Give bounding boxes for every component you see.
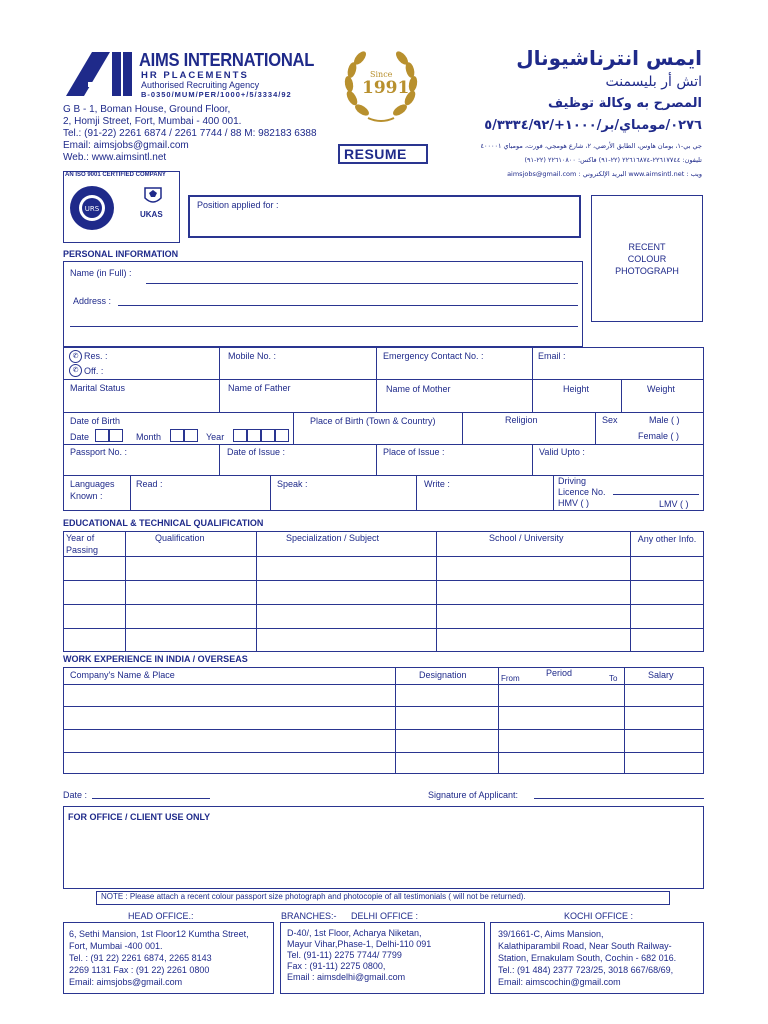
row-sep: [63, 556, 704, 557]
arabic-subtitle: اتش أر بليسمنت: [605, 74, 702, 90]
delhi-office-line: Mayur Vihar,Phase-1, Delhi-110 091: [287, 939, 432, 949]
photo-label-2: COLOUR: [627, 254, 667, 264]
sex-male-option[interactable]: Male ( ): [649, 415, 680, 425]
phone-icon: ✆: [69, 350, 82, 363]
since-year: 1991: [362, 78, 410, 98]
write-label: Write :: [424, 479, 450, 489]
col-sep: [125, 531, 126, 652]
col-sep: [376, 347, 377, 379]
col-sep: [630, 531, 631, 652]
edu-col-other: Any other Info.: [637, 534, 697, 544]
kochi-office-line: Tel.: (91 484) 2377 723/25, 3018 667/68/69,: [498, 965, 674, 975]
emergency-label: Emergency Contact No. :: [383, 351, 484, 361]
row-sep: [63, 475, 704, 476]
phone-icon: ✆: [69, 364, 82, 377]
mother-name-label: Name of Mother: [386, 384, 451, 394]
resume-title: RESUME: [344, 146, 407, 162]
company-sub-hr: HR PLACEMENTS: [141, 70, 249, 81]
company-sub-agency: Authorised Recruiting Agency: [141, 80, 260, 90]
dob-label: Date of Birth: [70, 416, 121, 426]
delhi-office-line: Tel. (91-11) 2275 7744/ 7799: [287, 950, 402, 960]
row-sep: [63, 379, 704, 380]
col-sep: [270, 475, 271, 511]
work-col-period: Period: [546, 668, 573, 678]
head-office-line: Email: aimsjobs@gmail.com: [69, 977, 183, 987]
work-heading: WORK EXPERIENCE IN INDIA / OVERSEAS: [63, 654, 248, 664]
kochi-office-line: 39/1661-C, Aims Mansion,: [498, 929, 604, 939]
col-sep: [595, 412, 596, 444]
driving-label: Driving: [558, 476, 587, 486]
col-sep: [532, 347, 533, 379]
work-col-from: From: [501, 674, 520, 683]
licence-line[interactable]: [613, 494, 699, 495]
header-telephone: Tel.: (91-22) 2261 6874 / 2261 7744 / 88 M: 982183 6388: [63, 128, 317, 139]
header-web: Web.: www.aimsintl.net: [63, 152, 167, 163]
table-row[interactable]: [63, 628, 704, 629]
religion-label: Religion: [505, 415, 538, 425]
lmv-option[interactable]: LMV ( ): [659, 499, 689, 509]
col-sep: [219, 444, 220, 475]
header-email: Email: aimsjobs@gmail.com: [63, 140, 189, 151]
speak-label: Speak :: [277, 479, 308, 489]
arabic-company-name: ايمس انترناشيونال: [516, 46, 702, 70]
col-sep: [256, 531, 257, 652]
col-sep: [621, 379, 622, 412]
edu-col-specialization: Specialization / Subject: [286, 533, 380, 543]
languages-label-2: Known :: [70, 491, 103, 501]
delhi-office-line: D-40/, 1st Floor, Acharya Niketan,: [287, 928, 422, 938]
name-line[interactable]: [146, 283, 578, 284]
email-label: Email :: [538, 351, 566, 361]
issue-place-label: Place of Issue :: [383, 447, 445, 457]
kochi-office-line: Kalathiparambil Road, Near South Railway-: [498, 941, 672, 951]
dob-date-label: Date: [70, 432, 90, 442]
address-line-b[interactable]: [70, 326, 578, 327]
education-heading: EDUCATIONAL & TECHNICAL QUALIFICATION: [63, 518, 264, 528]
weight-label: Weight: [647, 384, 675, 394]
arabic-telephone: تليفون: ٢٢٦١٧٧٤٤-٢٢٦١٦٨٧٤ (٢٢-٩١) فاكس: ٢٢٦١٠٨٠٠ (٢٢-٩١): [524, 156, 702, 164]
head-office-title: HEAD OFFICE.:: [128, 911, 194, 921]
dob-month-label: Month: [136, 432, 162, 442]
ukas-crown-icon: [142, 184, 164, 208]
col-sep: [376, 379, 377, 412]
sex-label: Sex: [602, 415, 618, 425]
kochi-office-line: Station, Ernakulam South, Cochin - 682 016.: [498, 953, 677, 963]
position-applied-label: Position applied for :: [197, 200, 279, 210]
address-line-2: 2, Homji Street, Fort, Mumbai - 400 001.: [63, 116, 242, 127]
place-of-birth-label: Place of Birth (Town & Country): [310, 416, 436, 426]
name-address-box: [63, 261, 583, 347]
svg-text:URS: URS: [84, 205, 100, 213]
delhi-office-line: Email : aimsdelhi@gmail.com: [287, 972, 406, 982]
dob-month-boxes[interactable]: [170, 427, 198, 445]
iso-cert-label: AN ISO 9001 CERTIFIED COMPANY: [65, 172, 166, 178]
table-row[interactable]: [63, 706, 704, 707]
res-phone-label: Res. :: [84, 351, 108, 361]
personal-info-heading: PERSONAL INFORMATION: [63, 249, 179, 259]
licence-label: Licence No.: [558, 487, 606, 497]
father-name-label: Name of Father: [228, 383, 291, 393]
row-sep: [63, 412, 704, 413]
col-sep: [376, 444, 377, 475]
marital-status-label: Marital Status: [70, 383, 126, 393]
work-col-to: To: [609, 674, 618, 683]
education-table: [63, 531, 704, 652]
kochi-office-line: Email: aimscochin@gmail.com: [498, 977, 621, 987]
col-sep: [293, 412, 294, 444]
col-sep: [532, 444, 533, 475]
signature-line[interactable]: [534, 798, 704, 799]
photo-label-3: PHOTOGRAPH: [615, 266, 679, 276]
arabic-web: ويب : www.aimsintl.net البريد الإلكتروني : aimsjobs@gmail.com: [507, 170, 702, 178]
mobile-label: Mobile No. :: [228, 351, 277, 361]
urs-seal-icon: [68, 184, 116, 232]
date-label: Date :: [63, 790, 88, 800]
col-sep: [219, 379, 220, 412]
dob-date-boxes[interactable]: [95, 427, 123, 445]
work-col-company: Company's Name & Place: [70, 670, 175, 680]
photo-label-1: RECENT: [628, 242, 666, 252]
height-label: Height: [563, 384, 590, 394]
edu-col-year: Year of Passing: [66, 533, 99, 555]
col-sep: [462, 412, 463, 444]
passport-label: Passport No. :: [70, 447, 128, 457]
work-col-salary: Salary: [648, 670, 674, 680]
row-sep: [63, 684, 704, 685]
license-number: B-0350/MUM/PER/1000+/5/3334/92: [141, 90, 292, 99]
col-sep: [416, 475, 417, 511]
issue-date-label: Date of Issue :: [227, 447, 286, 457]
valid-upto-label: Valid Upto :: [539, 447, 585, 457]
date-line[interactable]: [92, 798, 210, 799]
dob-year-label: Year: [206, 432, 225, 442]
col-sep: [532, 379, 533, 412]
edu-col-school: School / University: [489, 533, 564, 543]
address-line-1: G B - 1, Boman House, Ground Floor,: [63, 104, 231, 115]
head-office-line: 6, Sethi Mansion, 1st Floor12 Kumtha Street,: [69, 929, 249, 939]
col-sep: [553, 475, 554, 511]
arabic-license: ٠٢٧٦/مومباي/بر/١٠٠٠+/٥/٣٣٣٤/٩٢: [484, 118, 702, 133]
work-col-designation: Designation: [419, 670, 467, 680]
office-use-label: FOR OFFICE / CLIENT USE ONLY: [68, 812, 211, 822]
hmv-option[interactable]: HMV ( ): [558, 498, 589, 508]
signature-label: Signature of Applicant:: [428, 790, 519, 800]
head-office-line: Tel. : (91 22) 2261 6874, 2265 8143: [69, 953, 212, 963]
languages-label: Languages: [70, 479, 115, 489]
col-sep: [130, 475, 131, 511]
col-sep: [436, 531, 437, 652]
dob-year-boxes[interactable]: [233, 427, 289, 445]
read-label: Read :: [136, 479, 163, 489]
address-label: Address :: [73, 296, 112, 306]
address-line-a[interactable]: [118, 305, 578, 306]
delhi-office-title: DELHI OFFICE :: [351, 911, 419, 921]
table-row[interactable]: [63, 729, 704, 730]
sex-female-option[interactable]: Female ( ): [638, 431, 680, 441]
edu-col-qualification: Qualification: [155, 533, 205, 543]
delhi-office-line: Fax : (91-11) 2275 0800,: [287, 961, 386, 971]
branches-title: BRANCHES:-: [281, 911, 337, 921]
note-text: NOTE : Please attach a recent colour passport size photograph and photocopie of all testimonials ( will not be returned).: [101, 892, 526, 901]
table-row[interactable]: [63, 604, 704, 605]
ukas-label: UKAS: [140, 210, 163, 219]
arabic-agency: المصرح به وكالة توظيف: [547, 96, 702, 111]
off-phone-label: Off. :: [84, 366, 104, 376]
company-name: AIMS INTERNATIONAL: [139, 50, 315, 70]
aims-logo: [66, 52, 132, 96]
arabic-address: جي بي-١، بومان هاوس، الطابق الأرضي، ٢، شارع هومجي، فورت، مومباي ٤٠٠٠٠١: [480, 142, 702, 150]
table-row[interactable]: [63, 580, 704, 581]
name-label: Name (in Full) :: [70, 268, 132, 278]
col-sep: [219, 347, 220, 379]
head-office-line: 2269 1131 Fax : (91 22) 2261 0800: [69, 965, 210, 975]
table-row[interactable]: [63, 752, 704, 753]
since-label: Since: [370, 70, 393, 79]
head-office-line: Fort, Mumbai -400 001.: [69, 941, 163, 951]
kochi-office-title: KOCHI OFFICE :: [564, 911, 634, 921]
row-sep: [63, 444, 704, 445]
